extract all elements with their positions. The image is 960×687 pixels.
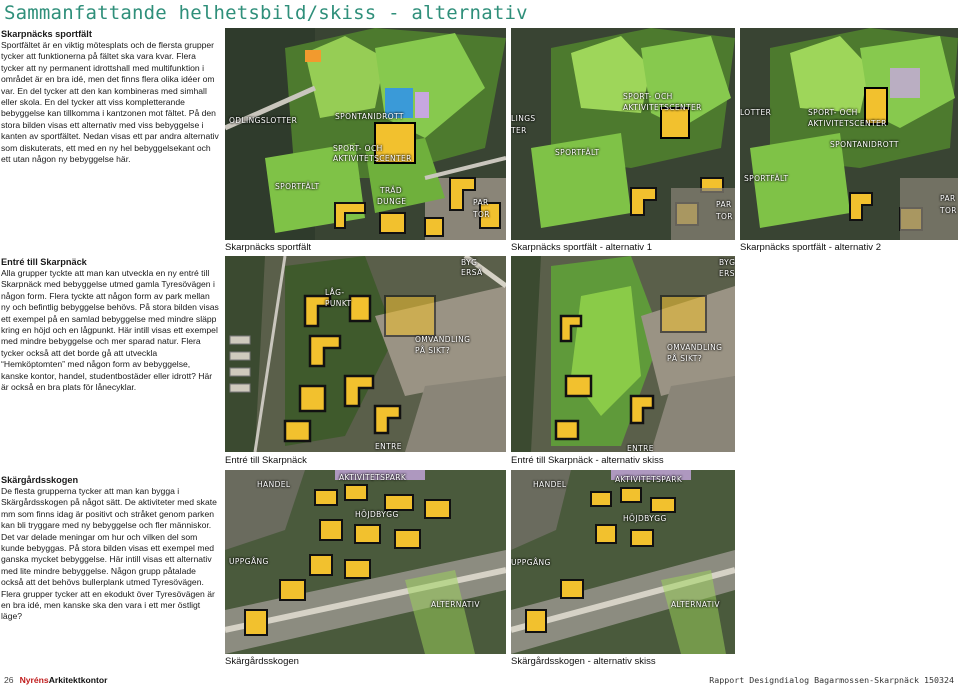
map-label: AKTIVITETSCENTER (623, 103, 702, 112)
map-label: ALTERNATIV (431, 600, 480, 609)
map-caption: Skarpnäcks sportfält - alternativ 2 (740, 242, 881, 253)
aerial-map (225, 256, 506, 452)
map-caption: Skärgårdsskogen (225, 656, 299, 667)
brand-dept: Arkitektkontor (48, 675, 108, 685)
map-caption: Entré till Skarpnäck (225, 455, 307, 466)
map-label: ENTRE (375, 442, 402, 451)
map-label: AKTIVITETSCENTER (333, 154, 412, 163)
map-label: HANDEL (533, 480, 567, 489)
map-label: UPPGÅNG (229, 557, 269, 566)
map-label: OMVANDLING (667, 343, 723, 352)
map-caption: Skärgårdsskogen - alternativ skiss (511, 656, 656, 667)
map-label: HANDEL (257, 480, 291, 489)
report-title: Rapport Designdialog Bagarmossen-Skarpnäck 150324 (709, 675, 954, 685)
map-label: UPPGÅNG (511, 558, 551, 567)
map-label: SPORT- OCH (808, 108, 858, 117)
map-label: PUNKT (325, 299, 352, 308)
page-number: 26 (4, 675, 14, 685)
map-skargardsskogen-alt (511, 470, 735, 654)
map-skargardsskogen (225, 470, 506, 654)
map-label: TOR (473, 210, 490, 219)
map-caption: Skarpnäcks sportfält (225, 242, 312, 253)
map-sportfalt-alt1 (511, 28, 735, 240)
map-label: PAR (940, 194, 956, 203)
map-label: BYG (719, 258, 735, 267)
map-label: AKTIVITETSCENTER (808, 119, 887, 128)
map-entre (225, 256, 506, 452)
map-label: AKTIVITETSPARK (339, 473, 407, 482)
map-label: BYG (461, 258, 478, 267)
map-label: DUNGE (377, 197, 407, 206)
map-label: LÅG- (325, 288, 345, 297)
map-label: SPORT- OCH (333, 144, 383, 153)
aerial-map (740, 28, 958, 240)
map-label: TOR (716, 212, 733, 221)
map-label: TRÄD (380, 186, 402, 195)
map-label: ODLINGSLOTTER (229, 116, 298, 125)
map-label: AKTIVITETSPARK (615, 475, 683, 484)
section-heading: Entré till Skarpnäck (1, 257, 87, 267)
map-sportfalt-alt2 (740, 28, 958, 240)
map-label: ERS (719, 269, 735, 278)
map-label: PÅ SIKT? (415, 346, 451, 355)
map-entre-alt (511, 256, 735, 452)
aerial-map (511, 28, 735, 240)
brand-name: Nyréns (19, 675, 49, 685)
section-skargard (1, 475, 219, 623)
aerial-map (225, 28, 506, 240)
map-label: ERSÄ (461, 268, 483, 277)
map-label: SPORTFÄLT (275, 182, 320, 191)
section-entre (1, 257, 219, 393)
page-title: Sammanfattande helhetsbild/skiss - alternativ (4, 2, 528, 24)
map-skarpnacks-sportfalt (225, 28, 506, 240)
map-label: PAR (716, 200, 732, 209)
map-label: PAR (473, 198, 489, 207)
map-label: SPORT- OCH (623, 92, 673, 101)
map-label: SPORTFÄLT (555, 148, 600, 157)
section-body: Sportfältet är en viktig mötesplats och de flersta grupper tycker att funktionerna på fältet ska vara kvar. Flera tycker att ny permanent idrottshall med multifunktion i området är en bra idé, men det finns flera olika idéer om var. En del tycker att den kan kombineras med simhall eller skola. En del tycker att viss kompletterande bebyggelse kan tillkomma i kantzonen mot fältet. På den stora bilden visas ett alternativ med viss bebyggelse i kanten av sportfältet. Nedan visas ett par andra alternativ som diskuterats, ett med en ny hel bebyggelsekant och ett utan någon ny bebyggelse här. (1, 40, 219, 165)
section-heading: Skarpnäcks sportfält (1, 29, 92, 39)
section-skarpnack (1, 29, 219, 165)
footer-left (4, 675, 107, 685)
map-label: SPORTFÄLT (744, 174, 789, 183)
section-body: Alla grupper tyckte att man kan utveckla en ny entré till Skarpnäck med bebyggelse utmed gamla Tyresövägen i någon form. Flera tyckte att någon form av park mellan ny och befintlig bebyggelse behövs. På stora bilden visas ett exempel på en samlad bebyggelse med mindre släpp kring en höjd och en lågpunkt. Här intill visas ett exempel med mindre bebyggelse och mer sparad natur. Flera tycker också att det borde gå att utveckla “Hemköptomten” med någon form av bebyggelse, kanske kontor, handel, studentbostäder eller idrott? Här är också en bra plats för lånecyklar. (1, 268, 219, 393)
map-label: HÖJDBYGG (623, 514, 667, 523)
map-label: HÖJDBYGG (355, 510, 399, 519)
map-label: LINGS (511, 114, 536, 123)
map-label: SPONTANIDROTT (830, 140, 899, 149)
map-label: TER (511, 126, 527, 135)
section-heading: Skärgårdsskogen (1, 475, 79, 485)
map-caption: Entré till Skarpnäck - alternativ skiss (511, 455, 664, 466)
section-body: De flesta grupperna tycker att man kan bygga i Skärgårdsskogen på något sätt. De aktiviteter med skate mm som finns idag är positivt och stråket genom parken kan bli tryggare med ny bebyggelse och fler människor. Det var delade meningar om hur och vilken del som kunde bebyggas. På stora bilden visas ett exempel med ganska mycket bebyggelse. Här intill visas ett alternativ med lite mindre bebyggelse. Någon grupp påtalade också att det behövs bullerplank utmed Tyresövägen. Flera grupper tycker att en ekodukt över Tyresövägen är en bra idé, men kanske ska den vara i ett mer östligt läge? (1, 486, 217, 622)
map-label: TOR (940, 206, 957, 215)
map-label: ENTRE (627, 444, 654, 452)
map-label: OMVANDLING (415, 335, 471, 344)
map-label: PÅ SIKT? (667, 354, 703, 363)
map-label: SPONTANIDROTT (335, 112, 404, 121)
map-caption: Skarpnäcks sportfält - alternativ 1 (511, 242, 652, 253)
map-label: LOTTER (740, 108, 772, 117)
map-label: ALTERNATIV (671, 600, 720, 609)
